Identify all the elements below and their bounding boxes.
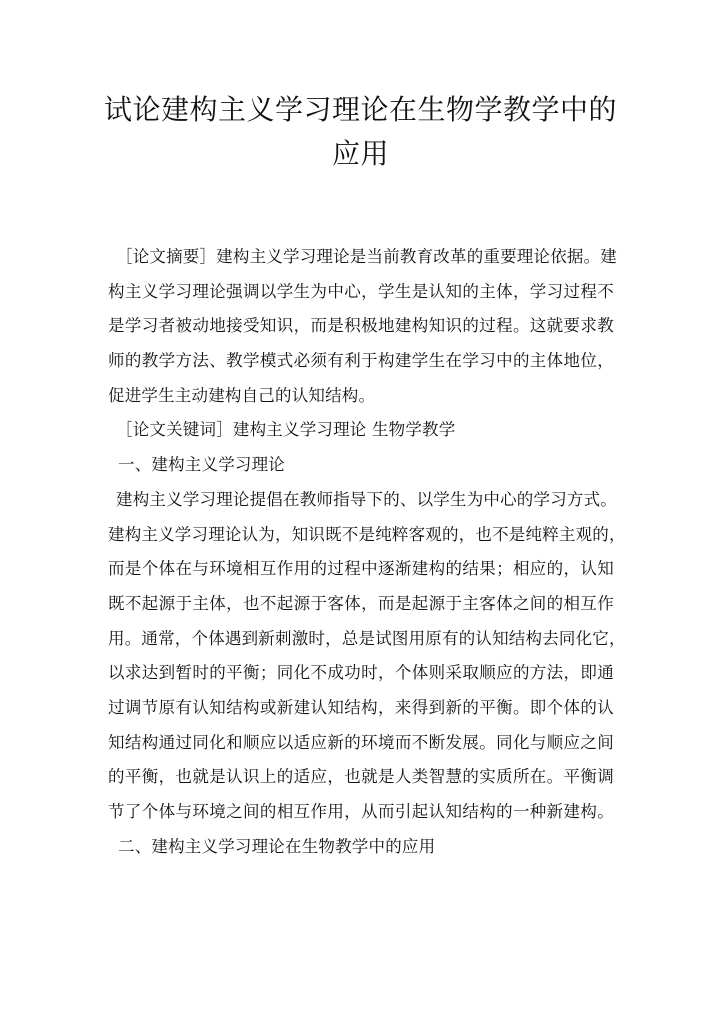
paragraph-line: 而是个体在与环境相互作用的过程中逐渐建构的结果；相应的，认知 [108,559,614,579]
keywords-line: ［论文关键词］建构主义学习理论 生物学教学 [116,420,456,440]
section-2-heading: 二、建构主义学习理论在生物教学中的应用 [118,836,436,856]
paragraph-line: 以求达到暂时的平衡；同化不成功时，个体则采取顺应的方法，即通 [108,663,614,683]
paragraph-line: 建构主义学习理论认为，知识既不是纯粹客观的，也不是纯粹主观的， [108,524,626,544]
abstract-line: 师的教学方法、教学模式必须有利于构建学生在学习中的主体地位， [108,351,614,371]
abstract-line: 促进学生主动建构自己的认知结构。 [108,385,376,405]
title-line-2: 应用 [331,137,389,170]
document-title [100,88,621,176]
abstract-line: ［论文摘要］建构主义学习理论是当前教育改革的重要理论依据。建 [116,247,617,266]
abstract-line: 是学习者被动地接受知识，而是积极地建构知识的过程。这就要求教 [108,316,614,336]
document-body [108,240,626,864]
paragraph-line: 知结构通过同化和顺应以适应新的环境而不断发展。同化与顺应之间 [108,732,614,752]
paragraph-line: 建构主义学习理论提倡在教师指导下的、以学生为中心的学习方式。 [116,489,617,509]
paragraph-line: 既不起源于主体，也不起源于客体，而是起源于主客体之间的相互作 [108,593,614,613]
section-1-heading: 一、建构主义学习理论 [118,455,285,475]
paragraph-line: 节了个体与环境之间的相互作用，从而引起认知结构的一种新建构。 [108,802,614,821]
title-line-1: 试论建构主义学习理论在生物学教学中的 [103,93,617,126]
section-1-paragraph [108,483,626,830]
paragraph-line: 的平衡，也就是认识上的适应，也就是人类智慧的实质所在。平衡调 [108,767,614,787]
abstract-paragraph [108,240,617,413]
paragraph-line: 用。通常，个体遇到新刺激时，总是试图用原有的认知结构去同化它， [108,628,626,648]
abstract-line: 构主义学习理论强调以学生为中心，学生是认知的主体，学习过程不 [108,281,614,301]
paragraph-line: 过调节原有认知结构或新建认知结构，来得到新的平衡。即个体的认 [108,697,614,717]
